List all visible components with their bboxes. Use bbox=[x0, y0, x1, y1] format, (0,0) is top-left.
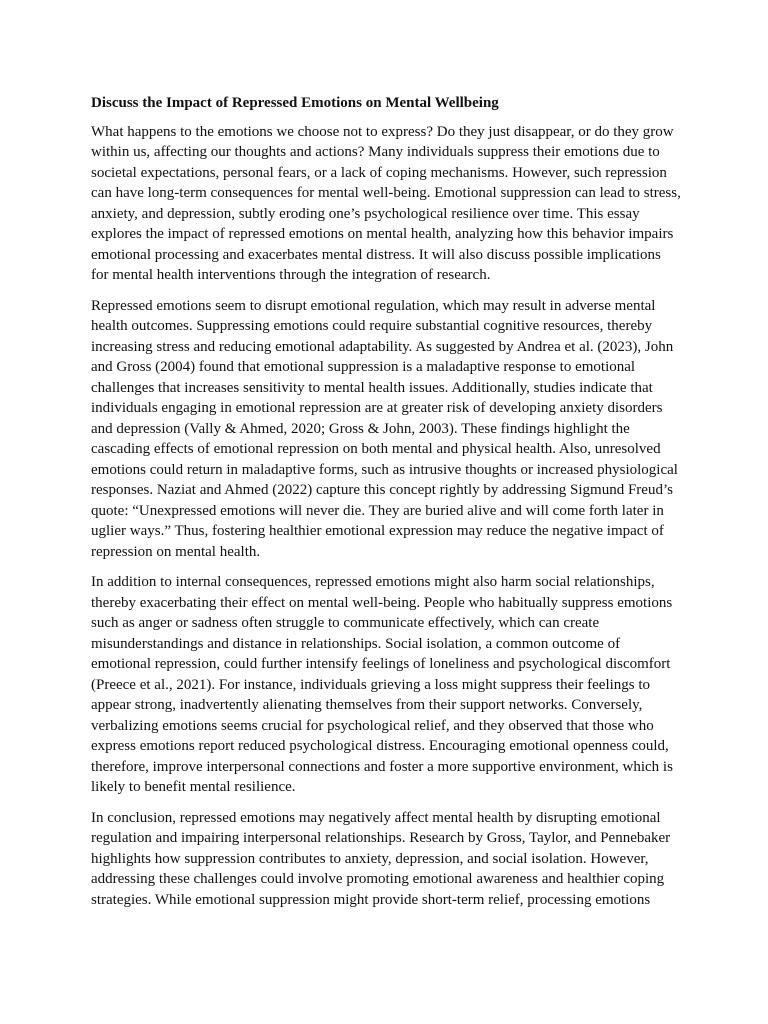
paragraph-conclusion: In conclusion, repressed emotions may negatively affect mental health by disrupting emotional regulation and impairing interpersonal relationships. Research by Gross, Taylor, and Pennebaker highlights how suppression contributes to anxiety, depression, and social isolation. However, addressing these challenges could involve promoting emotional awareness and healthier coping strategies. While emotional suppression might provide short-term relief, processing emotions bbox=[91, 809, 671, 908]
paragraph-introduction: What happens to the emotions we choose not to express? Do they just disappear, or do they grow within us, affecting our thoughts and actions? Many individuals suppress their emotions due to societal expectations, personal fears, or a lack of coping mechanisms. However, such repression can have long-term consequences for mental well-being. Emotional suppression can lead to stress, anxiety, and depression, subtly eroding one’s psychological resilience over time. This essay explores the impact of repressed emotions on mental health, analyzing how this behavior impairs emotional processing and exacerbates mental distress. It will also discuss possible implications for mental health interventions through the integration of research. bbox=[91, 123, 681, 283]
paragraph-social-relationships: In addition to internal consequences, repressed emotions might also harm social relationships, thereby exacerbating their effect on mental well-being. People who habitually suppress emotions such as anger or sadness often struggle to communicate effectively, which can create misunderstandings and distance in relationships. Social isolation, a common outcome of emotional repression, could further intensify feelings of loneliness and psychological discomfort (Preece et al., 2021). For instance, individuals grieving a loss might suppress their feelings to appear strong, inadvertently alienating themselves from their support networks. Conversely, verbalizing emotions seems crucial for psychological relief, and they observed that those who express emotions report reduced psychological distress. Encouraging emotional openness could, therefore, improve interpersonal connections and foster a more supportive environment, which is likely to benefit mental resilience. bbox=[91, 574, 673, 795]
paragraph-emotional-regulation: Repressed emotions seem to disrupt emotional regulation, which may result in adverse mental health outcomes. Suppressing emotions could require substantial cognitive resources, thereby increasing stress and reducing emotional adaptability. As suggested by Andrea et al. (2023), John and Gross (2004) found that emotional suppression is a maladaptive response to emotional challenges that increases sensitivity to mental health issues. Additionally, studies indicate that individuals engaging in emotional repression are at greater risk of developing anxiety disorders and depression (Vally & Ahmed, 2020; Gross & John, 2003). These findings highlight the cascading effects of emotional repression on both mental and physical health. Also, unresolved emotions could return in maladaptive forms, such as intrusive thoughts or increased physiological responses. Naziat and Ahmed (2022) capture this concept rightly by addressing Sigmund Freud’s quote: “Unexpressed emotions will never die. They are buried alive and will come forth later in uglier ways.” Thus, fostering healthier emotional expression may reduce the negative impact of repression on mental health. bbox=[91, 297, 678, 560]
document-body bbox=[91, 93, 681, 920]
essay-title: Discuss the Impact of Repressed Emotions on Mental Wellbeing bbox=[91, 95, 499, 111]
